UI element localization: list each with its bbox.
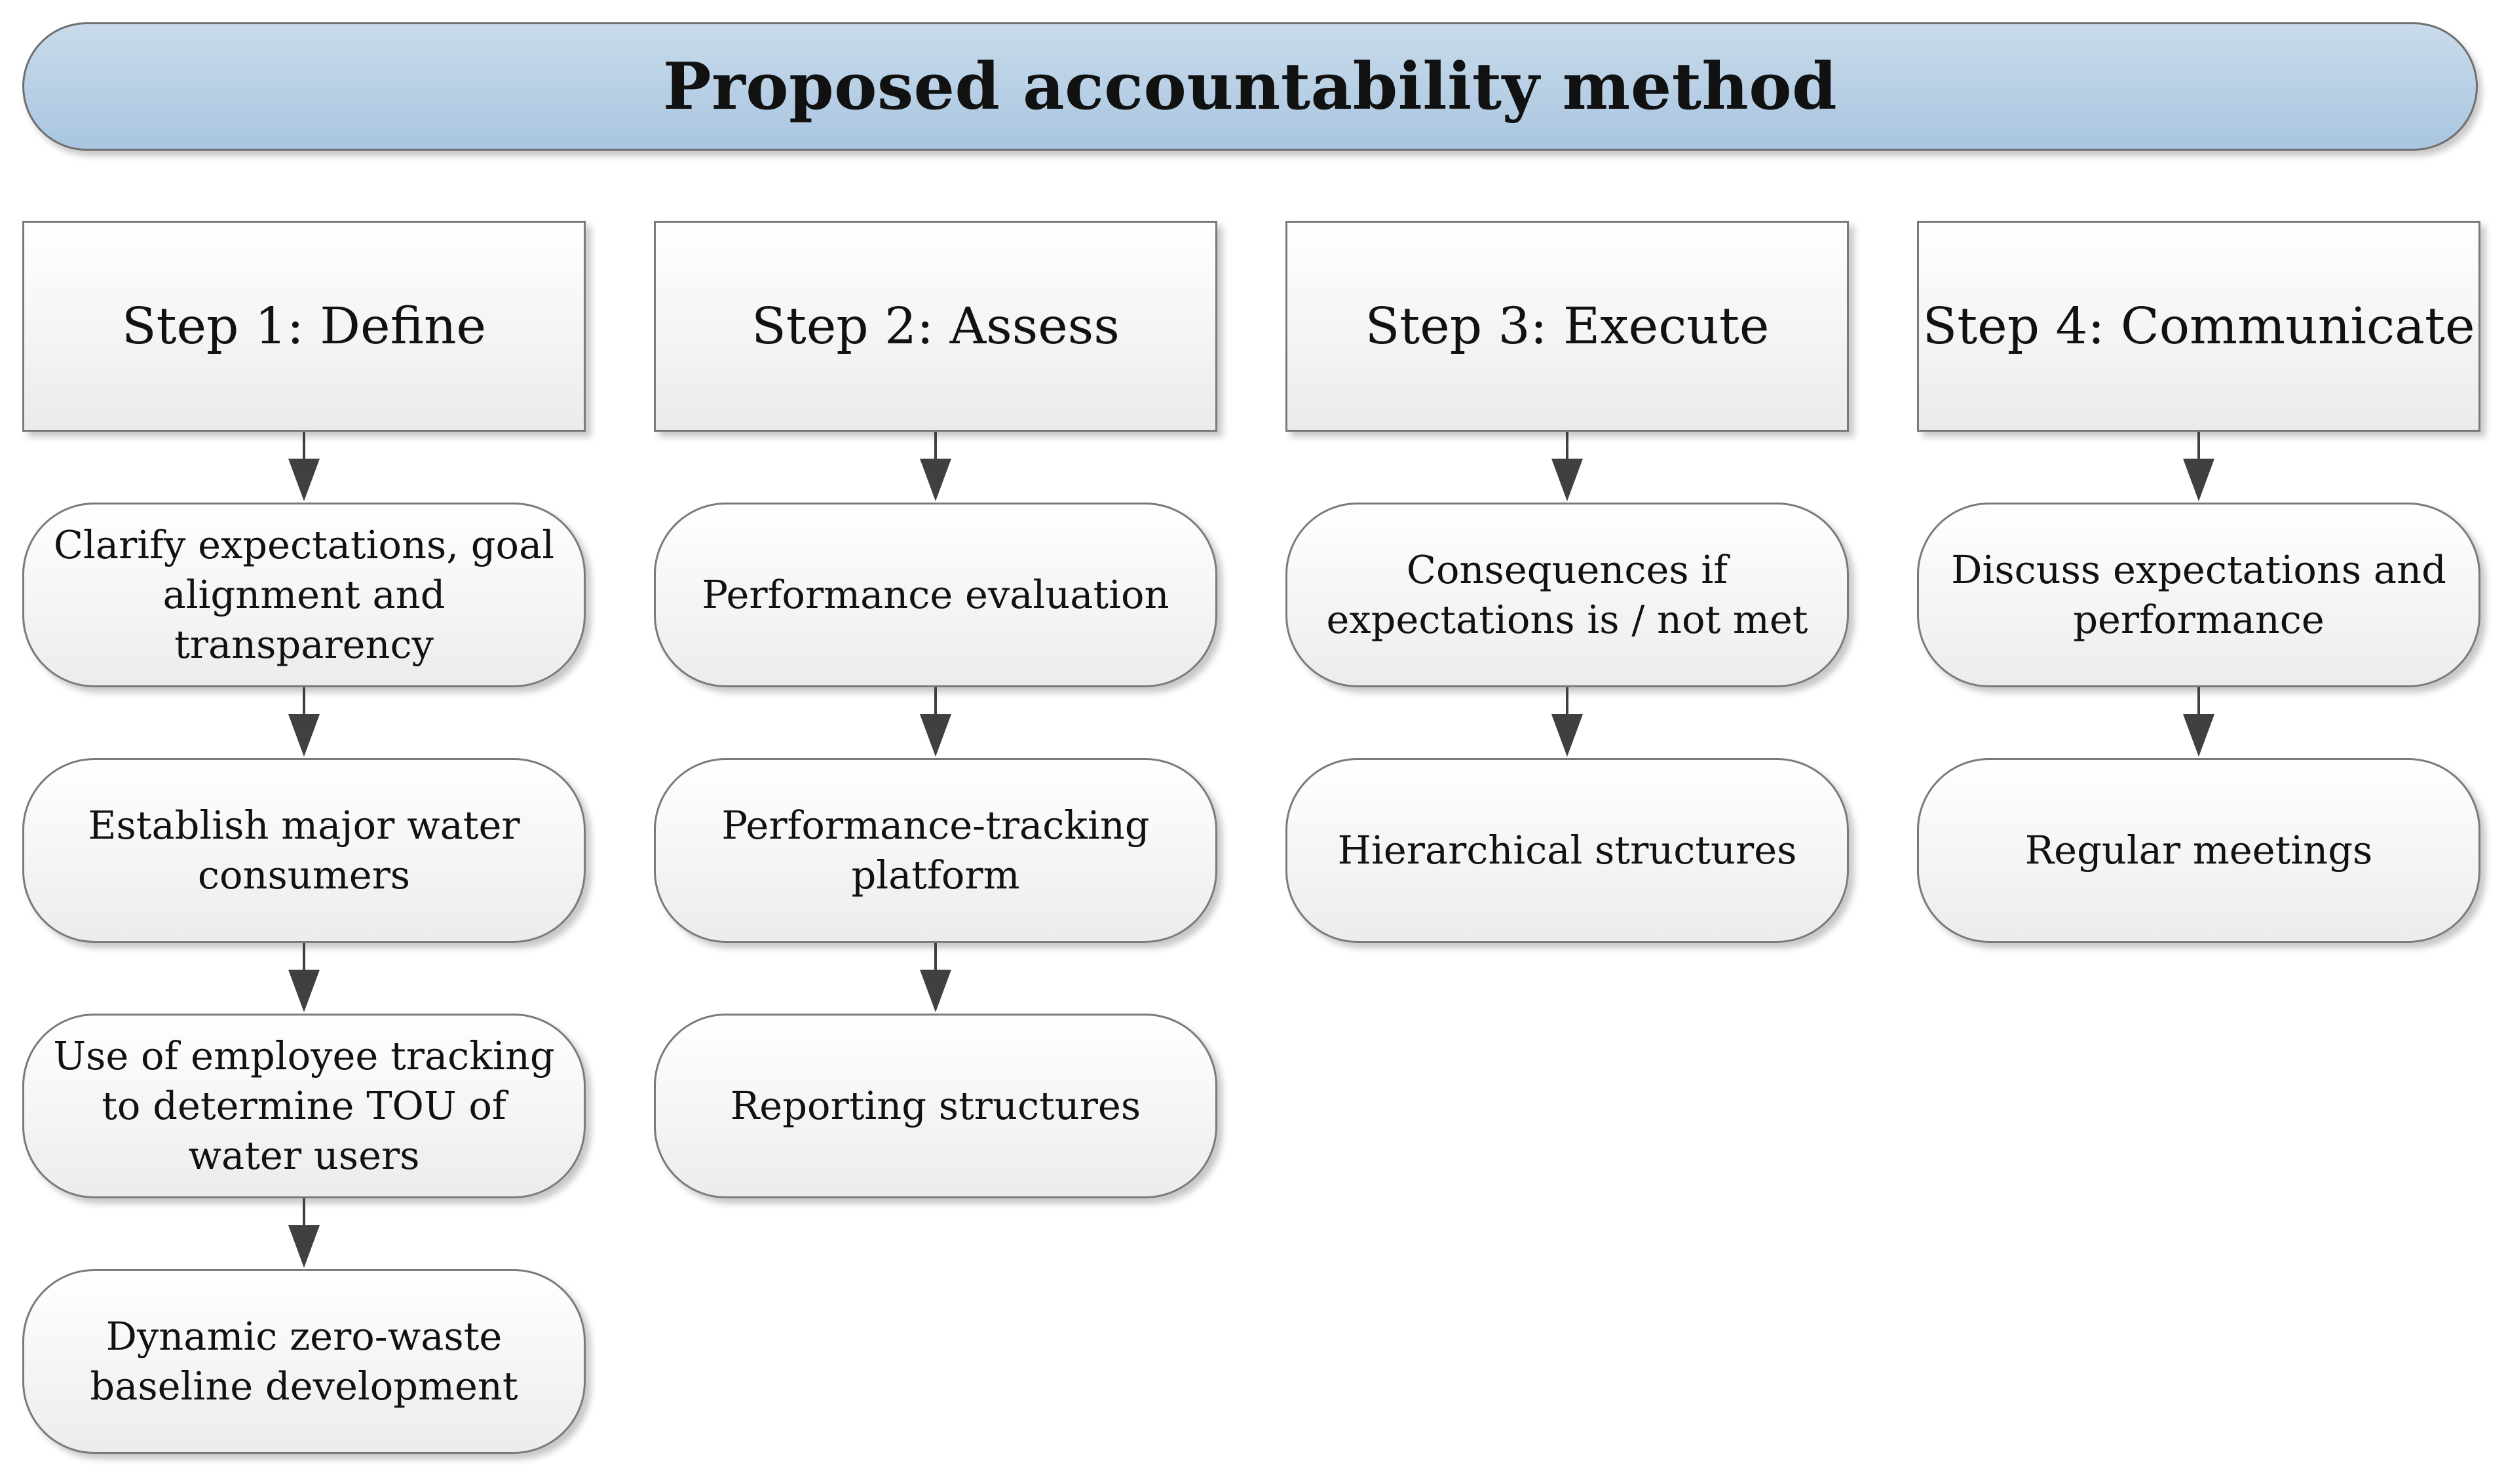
step-4-box	[1917, 221, 2480, 432]
step-2-item-2	[654, 758, 1217, 943]
step-1-label: Step 1: Define	[121, 297, 487, 356]
arrow-step-3-item-1-to-2	[1551, 687, 1583, 757]
arrow-step-4-item-1-to-2	[2183, 687, 2214, 757]
diagram-title: Proposed accountability method	[662, 48, 1838, 124]
arrow-step-2-to-item-1	[920, 432, 951, 501]
step-3-item-1	[1285, 503, 1849, 687]
step-1-item-2	[22, 758, 586, 943]
step-1-item-3	[22, 1014, 586, 1198]
arrow-step-1-to-item-1	[288, 432, 320, 501]
step-2-item-1-label: Performance evaluation	[702, 572, 1169, 617]
arrow-step-4-to-item-1	[2183, 432, 2214, 501]
arrow-step-1-item-3-to-4	[288, 1198, 320, 1268]
step-4-label: Step 4: Communicate	[1922, 297, 2475, 356]
arrow-step-3-to-item-1	[1551, 432, 1583, 501]
step-3-label: Step 3: Execute	[1365, 297, 1770, 356]
arrow-step-1-item-1-to-2	[288, 687, 320, 757]
step-4-item-1	[1917, 503, 2480, 687]
step-3-item-2-label: Hierarchical structures	[1337, 828, 1797, 873]
step-1-item-4	[22, 1269, 586, 1454]
step-1-item-4-label: Dynamic zero-waste baseline development	[90, 1314, 518, 1409]
step-4-item-2-label: Regular meetings	[2024, 828, 2373, 873]
step-2-box	[654, 221, 1217, 432]
arrow-step-1-item-2-to-3	[288, 943, 320, 1012]
step-1-item-1-label: Clarify expectations, goal alignment and transparency	[53, 522, 555, 667]
step-3-box	[1285, 221, 1849, 432]
arrow-step-2-item-2-to-3	[920, 943, 951, 1012]
step-1-item-2-label: Establish major water consumers	[88, 803, 520, 898]
step-2-item-3	[654, 1014, 1217, 1198]
diagram-title-banner	[22, 22, 2478, 151]
step-4-item-2	[1917, 758, 2480, 943]
step-2-item-1	[654, 503, 1217, 687]
step-4-item-1-label: Discuss expectations and performance	[1951, 547, 2446, 642]
step-1-item-1	[22, 503, 586, 687]
step-3-item-2	[1285, 758, 1849, 943]
step-1-box	[22, 221, 586, 432]
step-1-item-3-label: Use of employee tracking to determine TOU of water users	[53, 1033, 555, 1178]
arrow-step-2-item-1-to-2	[920, 687, 951, 757]
step-2-item-2-label: Performance-tracking platform	[721, 803, 1150, 898]
step-3-item-1-label: Consequences if expectations is / not met	[1326, 547, 1808, 642]
step-2-label: Step 2: Assess	[751, 297, 1120, 356]
step-2-item-3-label: Reporting structures	[730, 1083, 1141, 1128]
